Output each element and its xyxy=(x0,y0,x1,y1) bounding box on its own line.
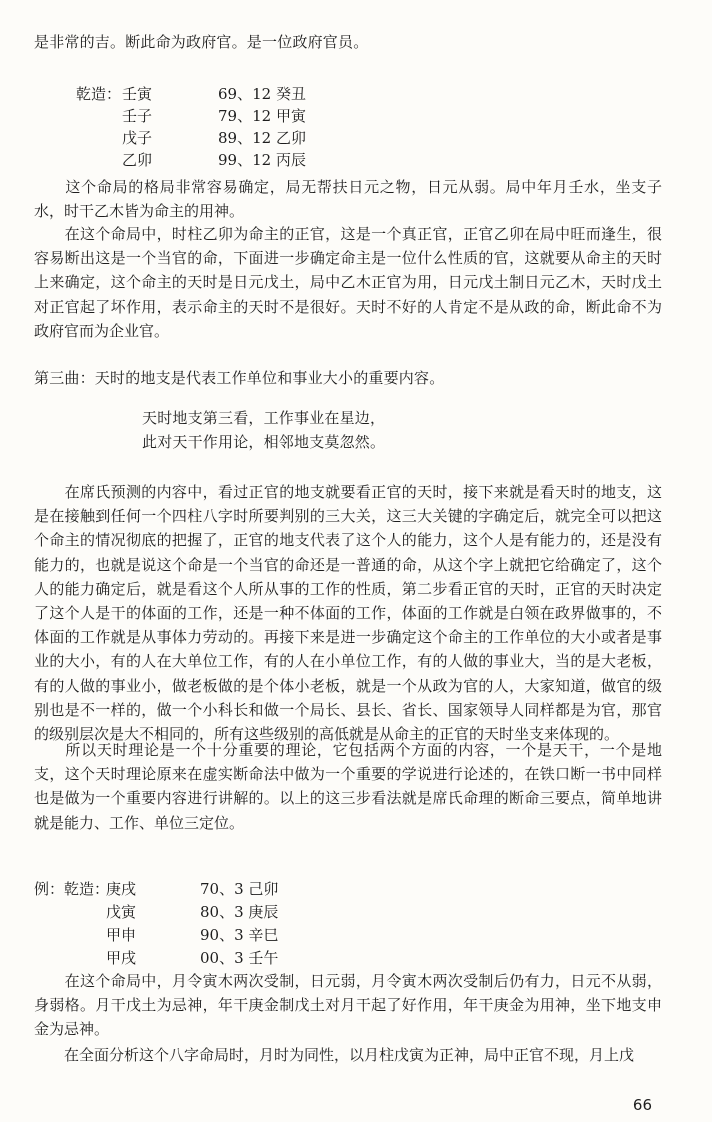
pillar-stem-branch: 戊子 xyxy=(122,129,153,147)
chart-row xyxy=(122,128,306,148)
chart-row xyxy=(122,150,306,170)
chart-row xyxy=(106,948,278,968)
paragraph: 所以天时理论是一个十分重要的理论，它包括两个方面的内容，一个是天干，一个是地支，这个天时理论原来在虚实断命法中做为一个重要的学说进行论述的，在铁口断一书中同样也是做为一个重要内容进行讲解的。以上的这三步看法就是席氏命理的断命三要点，简单地讲就是能力、工作、单位三定位。 xyxy=(34,741,662,832)
luck-cycle: 89、12 乙卯 xyxy=(218,129,306,147)
pillar-stem-branch: 戊寅 xyxy=(106,903,137,921)
pillar-stem-branch: 壬子 xyxy=(122,107,153,125)
section-heading: 第三曲：天时的地支是代表工作单位和事业大小的重要内容。 xyxy=(34,369,445,387)
paragraph: 在这个命局中，时柱乙卯为命主的正官，这是一个真正官，正官乙卯在局中旺而逢生，很容易断出这是一个当官的命，下面进一步确定命主是一位什么性质的官，这就要从命主的天时上来确定，这个命主的天时是日元戊土，局中乙木正官为用，日元戊土制日元乙木，天时戊土对正官起了坏作用，表示命主的天时不是很好。天时不好的人肯定不是从政的命，断此命不为政府官而为企业官。 xyxy=(34,225,662,340)
chart-row xyxy=(122,84,306,104)
luck-cycle: 70、3 己卯 xyxy=(200,880,279,898)
luck-cycle: 69、12 癸丑 xyxy=(218,85,306,103)
luck-cycle: 00、3 壬午 xyxy=(200,949,279,967)
paragraph: 在全面分析这个八字命局时，月时为同性，以月柱戊寅为正神，局中正官不现，月上戊 xyxy=(34,1046,635,1064)
top-line: 是非常的吉。断此命为政府官。是一位政府官员。 xyxy=(34,33,369,51)
chart-row xyxy=(106,925,278,945)
pillar-stem-branch: 甲戌 xyxy=(106,949,137,967)
chart-row xyxy=(106,879,278,899)
chart-label: 乾造： xyxy=(76,85,122,103)
paragraph: 在这个命局中，月令寅木两次受制，日元弱，月令寅木两次受制后仍有力，日元不从弱，身弱格。月干戊土为忌神，年干庚金制戊土对月干起了好作用，年干庚金为用神，坐下地支申金为忌神。 xyxy=(34,972,662,1039)
verse-line: 此对天干作用论，相邻地支莫忽然。 xyxy=(142,433,386,451)
luck-cycle: 99、12 丙辰 xyxy=(218,151,306,169)
pillar-stem-branch: 乙卯 xyxy=(122,151,153,169)
chart-row xyxy=(106,902,278,922)
chart-label: 例：乾造： xyxy=(34,880,110,898)
luck-cycle: 80、3 庚辰 xyxy=(200,903,279,921)
pillar-stem-branch: 庚戌 xyxy=(106,880,137,898)
paragraph: 在席氏预测的内容中，看过正官的地支就要看正官的天时，接下来就是看天时的地支，这是在接触到任何一个四柱八字时所要判别的三大关，这三大关键的字确定后，就完全可以把这个命主的情况彻底的把握了，正官的地支代表了这个人的能力，这个人是有能力的，还是没有能力的，也就是说这个命是一个当官的命还是一普通的命，从这个字上就把它给确定了，这个人的能力确定后，就是看这个人所从事的工作的性质，第二步看正官的天时，正官的天时决定了这个人是干的体面的工作，还是一种不体面的工作，体面的工作就是白领在政界做事的，不体面的工作就是从事体力劳动的。再接下来是进一步确定这个命主的工作单位的大小或者是事业的大小，有的人在大单位工作，有的人在小单位工作，有的人做的事业大，当的是大老板，有的人做的事业小，做老板做的是个体小老板，就是一个从政为官的人，大家知道，做官的级别也是不一样的，做一个小科长和做一个局长、县长、省长、国家领导人同样都是为官，那官的级别层次是大不相同的，所有这些级别的高低就是从命主的正官的天时坐支来体现的。 xyxy=(34,483,662,744)
pillar-stem-branch: 壬寅 xyxy=(122,85,153,103)
luck-cycle: 90、3 辛巳 xyxy=(200,926,279,944)
paragraph: 这个命局的格局非常容易确定，局无帮扶日元之物，日元从弱。局中年月壬水，坐支子水，时干乙木皆为命主的用神。 xyxy=(34,178,662,221)
chart-row xyxy=(122,106,306,126)
verse-line: 天时地支第三看，工作事业在星边， xyxy=(142,409,386,427)
pillar-stem-branch: 甲申 xyxy=(106,926,137,944)
luck-cycle: 79、12 甲寅 xyxy=(218,107,306,125)
page-number: 66 xyxy=(632,1096,652,1114)
